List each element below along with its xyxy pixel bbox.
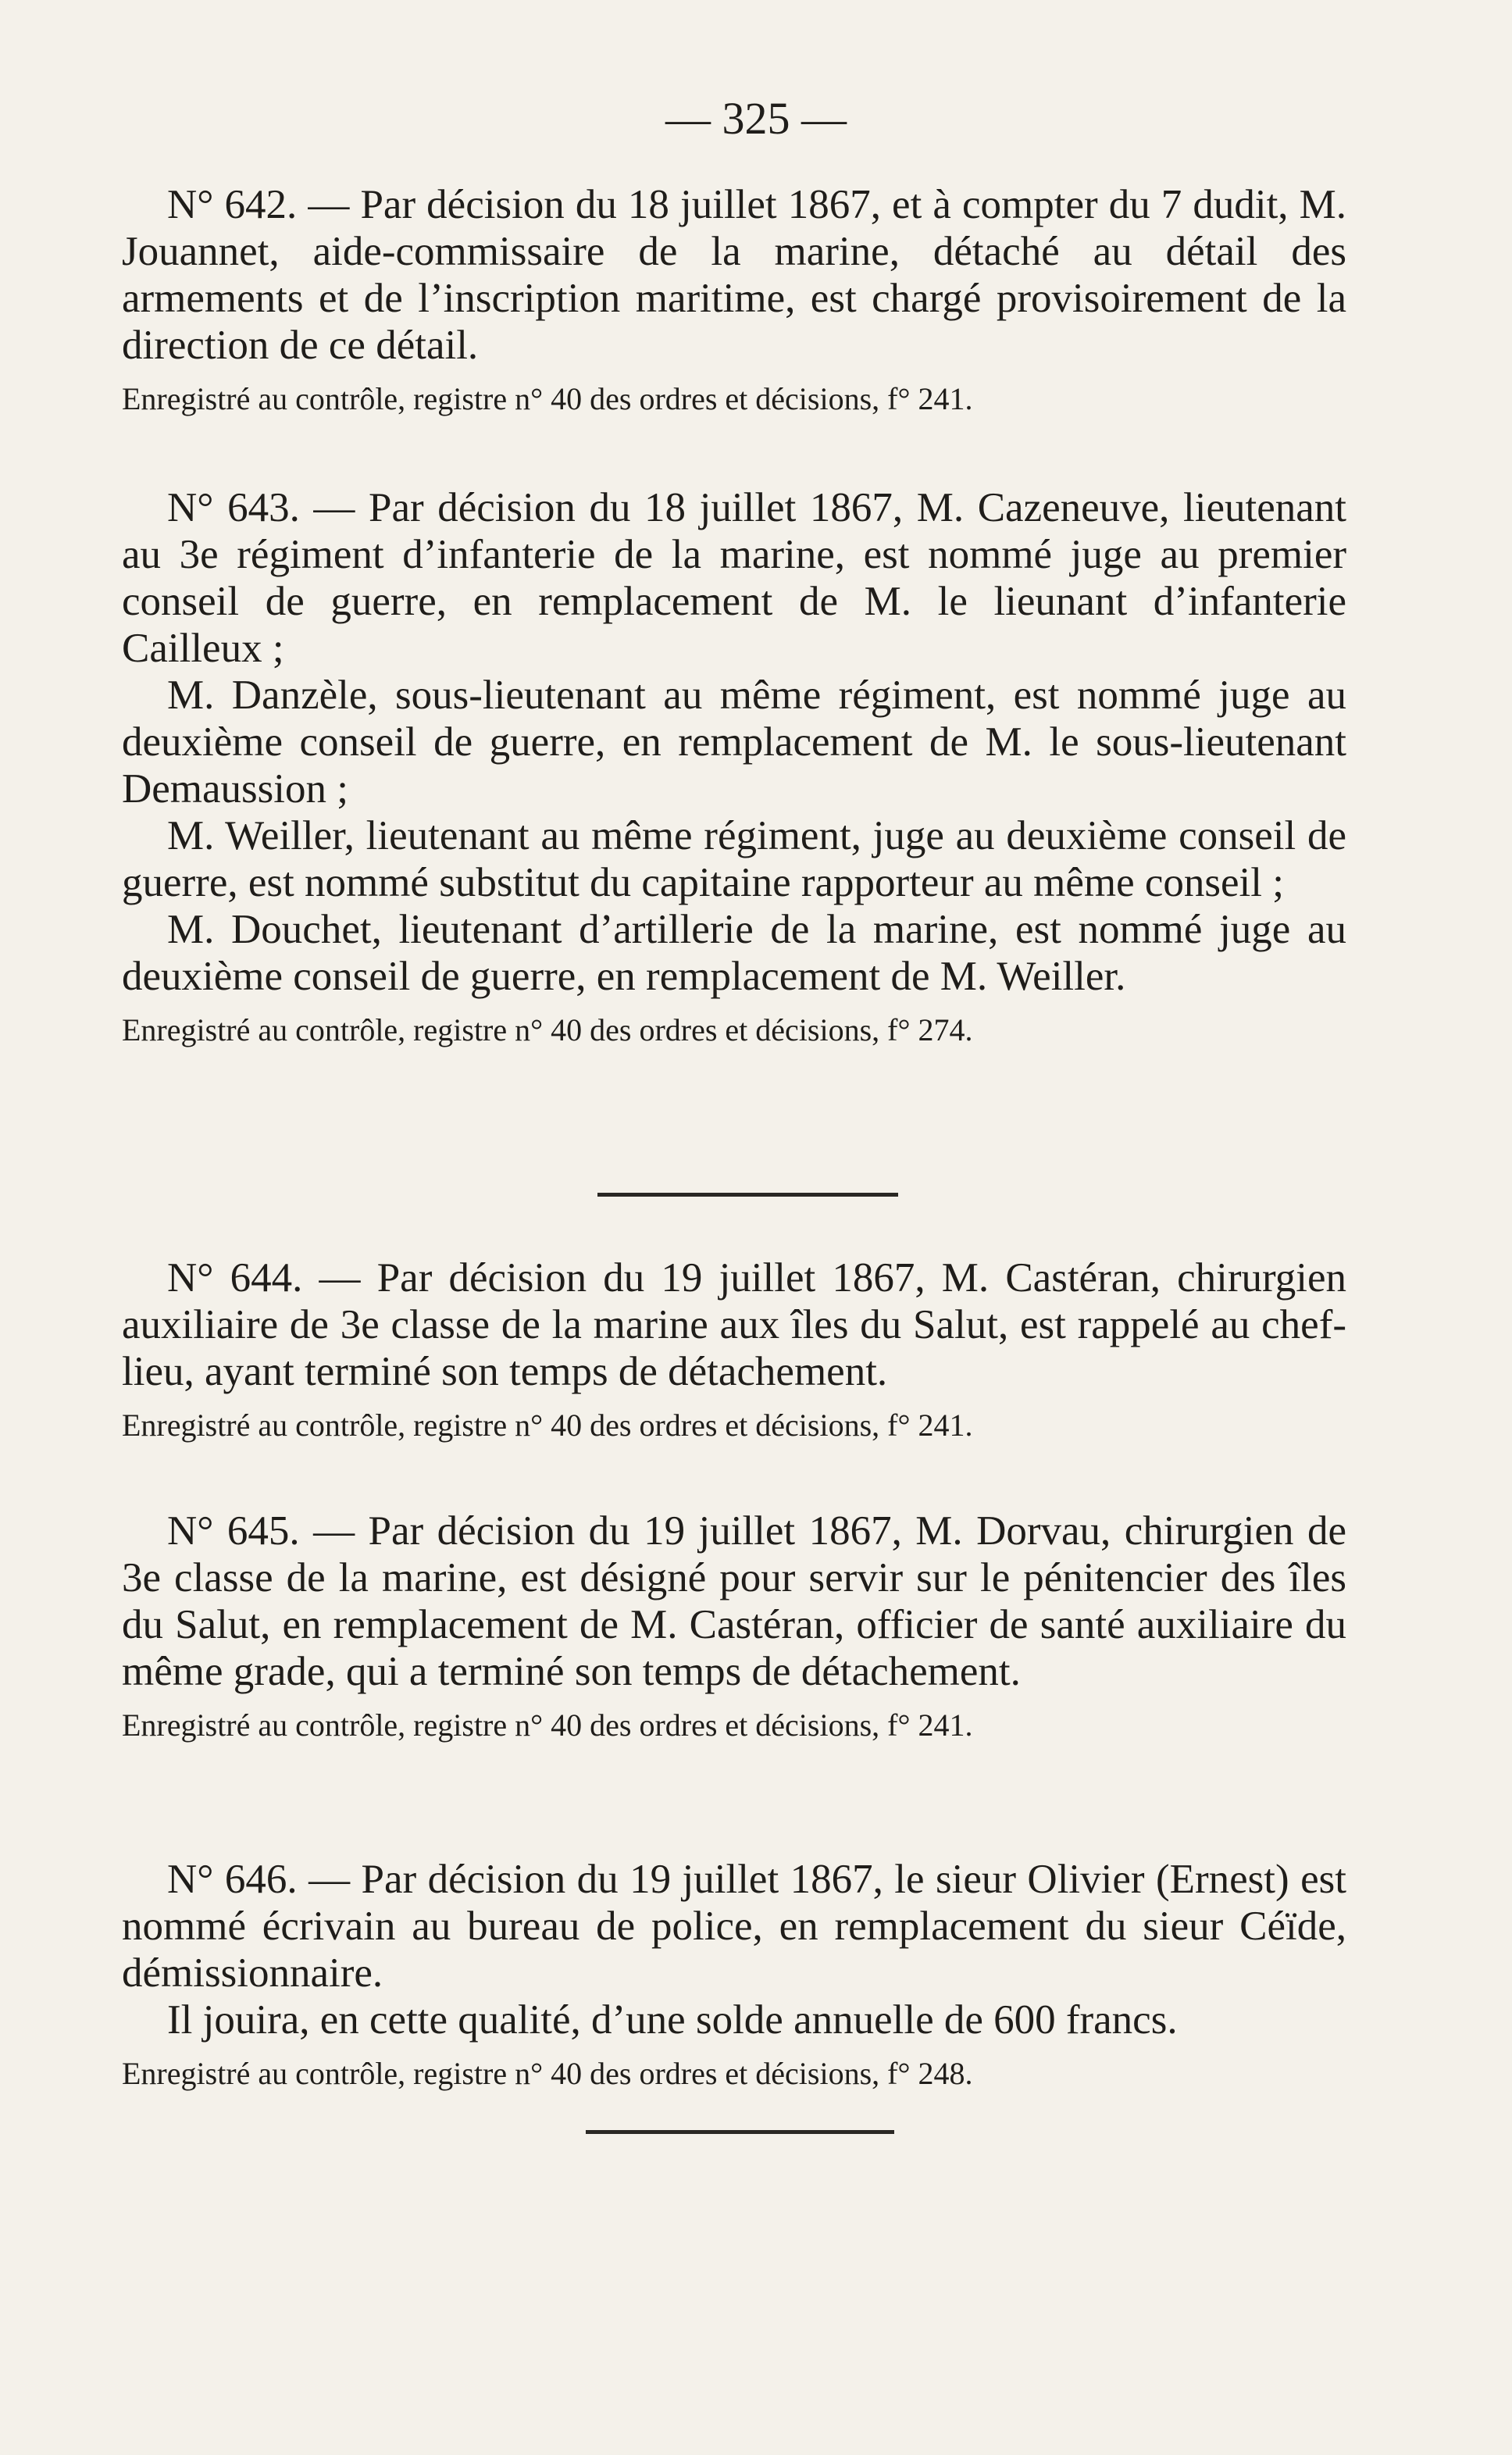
entry-644-text: N° 644. — Par décision du 19 juillet 1867, M. Castéran, chirurgien auxiliaire de 3e classe de la marine aux îles du Salut, est rappelé au chef-lieu, ayant terminé son temps de détachement. bbox=[122, 1255, 1346, 1394]
entry-645 bbox=[122, 1508, 1346, 1745]
entry-643-text-4: M. Douchet, lieutenant d’artillerie de la marine, est nommé juge au deuxième conseil de guerre, en remplacement de M. Weiller. bbox=[122, 907, 1346, 999]
entry-643-text-3: M. Weiller, lieutenant au même régiment, juge au deuxième conseil de guerre, est nommé substitut du capitaine rapporteur au même conseil ; bbox=[122, 813, 1346, 905]
entry-642-registration: Enregistré au contrôle, registre n° 40 des ordres et décisions, f° 241. bbox=[122, 381, 973, 416]
entry-642-text: N° 642. — Par décision du 18 juillet 1867, et à compter du 7 dudit, M. Jouannet, aide-commissaire de la marine, détaché au détail des armements et de l’inscription maritime, est chargé provisoirement de la direction de ce détail. bbox=[122, 182, 1346, 368]
entry-644-registration: Enregistré au contrôle, registre n° 40 des ordres et décisions, f° 241. bbox=[122, 1408, 973, 1443]
entry-644 bbox=[122, 1254, 1346, 1445]
entry-643-registration: Enregistré au contrôle, registre n° 40 des ordres et décisions, f° 274. bbox=[122, 1012, 973, 1047]
entry-642 bbox=[122, 181, 1346, 419]
entry-643-text-1: N° 643. — Par décision du 18 juillet 1867, M. Cazeneuve, lieutenant au 3e régiment d’infanterie de la marine, est nommé juge au premier conseil de guerre, en remplacement de M. le lieunant d’infanterie Cailleux ; bbox=[122, 485, 1346, 671]
entry-646-registration: Enregistré au contrôle, registre n° 40 des ordres et décisions, f° 248. bbox=[122, 2056, 973, 2091]
entry-646-text-2: Il jouira, en cette qualité, d’une solde annuelle de 600 francs. bbox=[167, 1997, 1178, 2043]
page-number: — 325 — bbox=[665, 93, 847, 144]
end-divider bbox=[586, 2130, 894, 2134]
entry-646 bbox=[122, 1856, 1346, 2093]
entry-646-text-1: N° 646. — Par décision du 19 juillet 1867, le sieur Olivier (Ernest) est nommé écrivain au bureau de police, en remplacement du sieur Céïde, démissionnaire. bbox=[122, 1857, 1346, 1996]
entry-643-text-2: M. Danzèle, sous-lieutenant au même régiment, est nommé juge au deuxième conseil de guerre, en remplacement de M. le sous-lieutenant Demaussion ; bbox=[122, 673, 1346, 812]
entry-645-registration: Enregistré au contrôle, registre n° 40 des ordres et décisions, f° 241. bbox=[122, 1707, 973, 1743]
section-divider bbox=[597, 1193, 898, 1197]
entry-645-text: N° 645. — Par décision du 19 juillet 1867, M. Dorvau, chirurgien de 3e classe de la marine, est désigné pour servir sur le pénitencier des îles du Salut, en remplacement de M. Castéran, officier de santé auxiliaire du même grade, qui a terminé son temps de détachement. bbox=[122, 1508, 1346, 1694]
entry-643 bbox=[122, 484, 1346, 1050]
